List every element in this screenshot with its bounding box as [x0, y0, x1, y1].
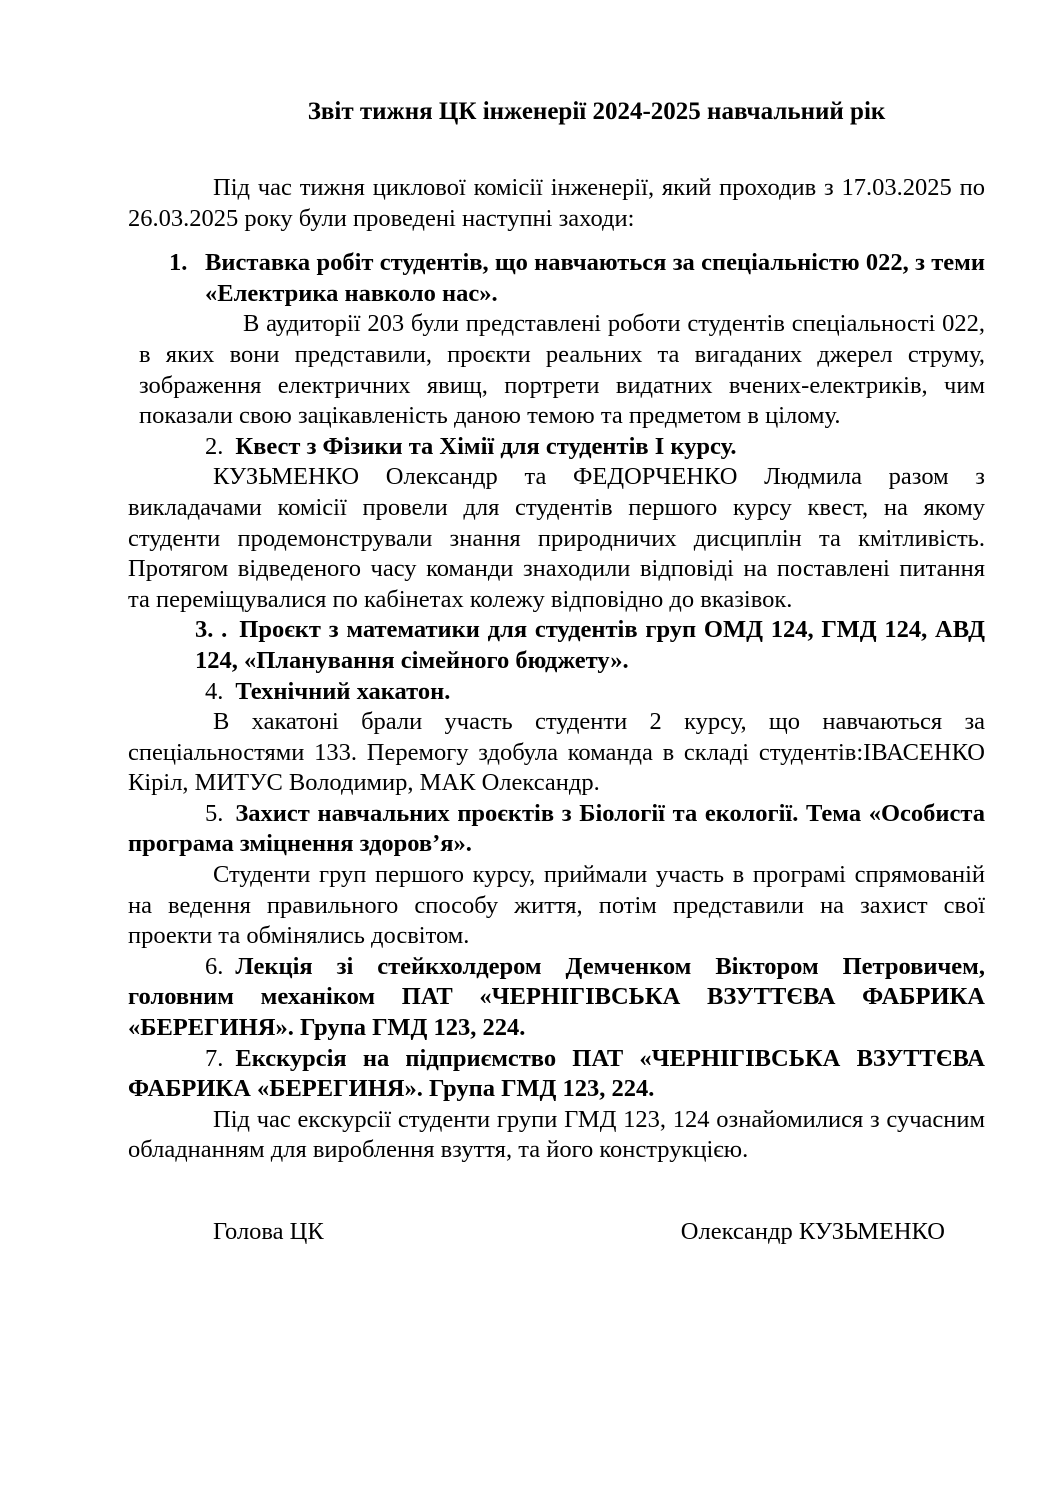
- paragraph-biology: Студенти груп першого курсу, приймали участь в програмі спрямованій на ведення правильного способу життя, потім представили на захист свої проекти та обмінялись досвітом.: [128, 861, 985, 950]
- list-item-2: [128, 432, 985, 463]
- paragraph-excursion: Під час екскурсії студенти групи ГМД 123, 124 ознайомилися з сучасним обладнанням для вироблення взуття, та його конструкцією.: [128, 1105, 985, 1164]
- list-item-1: [169, 248, 985, 309]
- item-3-text: Проєкт з математики для студентів груп ОМД 124, ГМД 124, АВД 124, «Планування сімейного бюджету».: [195, 616, 986, 674]
- intro-paragraph: Під час тижня циклової комісії інженерії, який проходив з 17.03.2025 по 26.03.2025 року були проведені наступні заходи:: [128, 174, 985, 232]
- signature-row: [128, 1216, 985, 1247]
- item-6-number: 6.: [205, 952, 224, 980]
- item-5-number: 5.: [205, 799, 224, 827]
- list-item-7: [128, 1044, 985, 1105]
- item-2-text: Квест з Фізики та Хімії для студентів І курсу.: [235, 432, 737, 460]
- paragraph-exhibition: В аудиторії 203 були представлені роботи студентів спеціальності 022, в яких вони представили, проєкти реальних та вигаданих джерел струму, зображення електричних явищ, портрети видатних вчених-електриків, чим показали свою зацікавленість даною темою та предметом в цілому.: [139, 310, 985, 430]
- item-1-text: Виставка робіт студентів, що навчаються за спеціальністю 022, з теми «Електрика навколо нас».: [205, 249, 985, 307]
- signature-name: Олександр КУЗЬМЕНКО: [680, 1218, 945, 1245]
- item-2-number: 2.: [205, 432, 224, 460]
- item-7-text: Екскурсія на підприємство ПАТ «ЧЕРНІГІВСЬКА ВЗУТТЄВА ФАБРИКА «БЕРЕГИНЯ». Група ГМД 123, 224.: [128, 1044, 985, 1103]
- page-title: Звіт тижня ЦК інженерії 2024-2025 навчальний рік: [307, 98, 886, 125]
- item-6-text: Лекція зі стейкхолдером Демченком Віктором Петровичем, головним механіком ПАТ «ЧЕРНІГІВСЬКА ВЗУТТЄВА ФАБРИКА «БЕРЕГИНЯ». Група ГМД 123, 224.: [128, 952, 985, 1042]
- item-4-number: 4.: [205, 677, 224, 705]
- item-5-text: Захист навчальних проєктів з Біології та екології. Тема «Особиста програма зміцнення здоров’я».: [128, 799, 985, 858]
- list-item-3: [195, 615, 985, 676]
- item-7-number: 7.: [205, 1044, 224, 1072]
- signature-role: Голова ЦК: [213, 1218, 324, 1245]
- list-item-5: [128, 799, 985, 860]
- list-item-4: [128, 677, 985, 708]
- item-4-text: Технічний хакатон.: [235, 677, 451, 705]
- item-1-number: 1.: [169, 249, 188, 277]
- paragraph-hackathon: В хакатоні брали участь студенти 2 курсу, що навчаються за спеціальностями 133. Перемогу здобула команда в складі студентів:ІВАСЕНКО Кіріл, МИТУС Володимир, МАК Олександр.: [128, 708, 985, 797]
- paragraph-quest: КУЗЬМЕНКО Олександр та ФЕДОРЧЕНКО Людмила разом з викладачами комісії провели для студентів першого курсу квест, на якому студенти продемонстрували знання природничих дисциплін та кмітливість. Протягом відведеного часу команди знаходили відповіді на поставлені питання та переміщувалися по кабінетах колежу відповідно до вказівок.: [128, 463, 985, 613]
- list-item-6: [128, 952, 985, 1044]
- item-3-number: 3. .: [195, 616, 228, 644]
